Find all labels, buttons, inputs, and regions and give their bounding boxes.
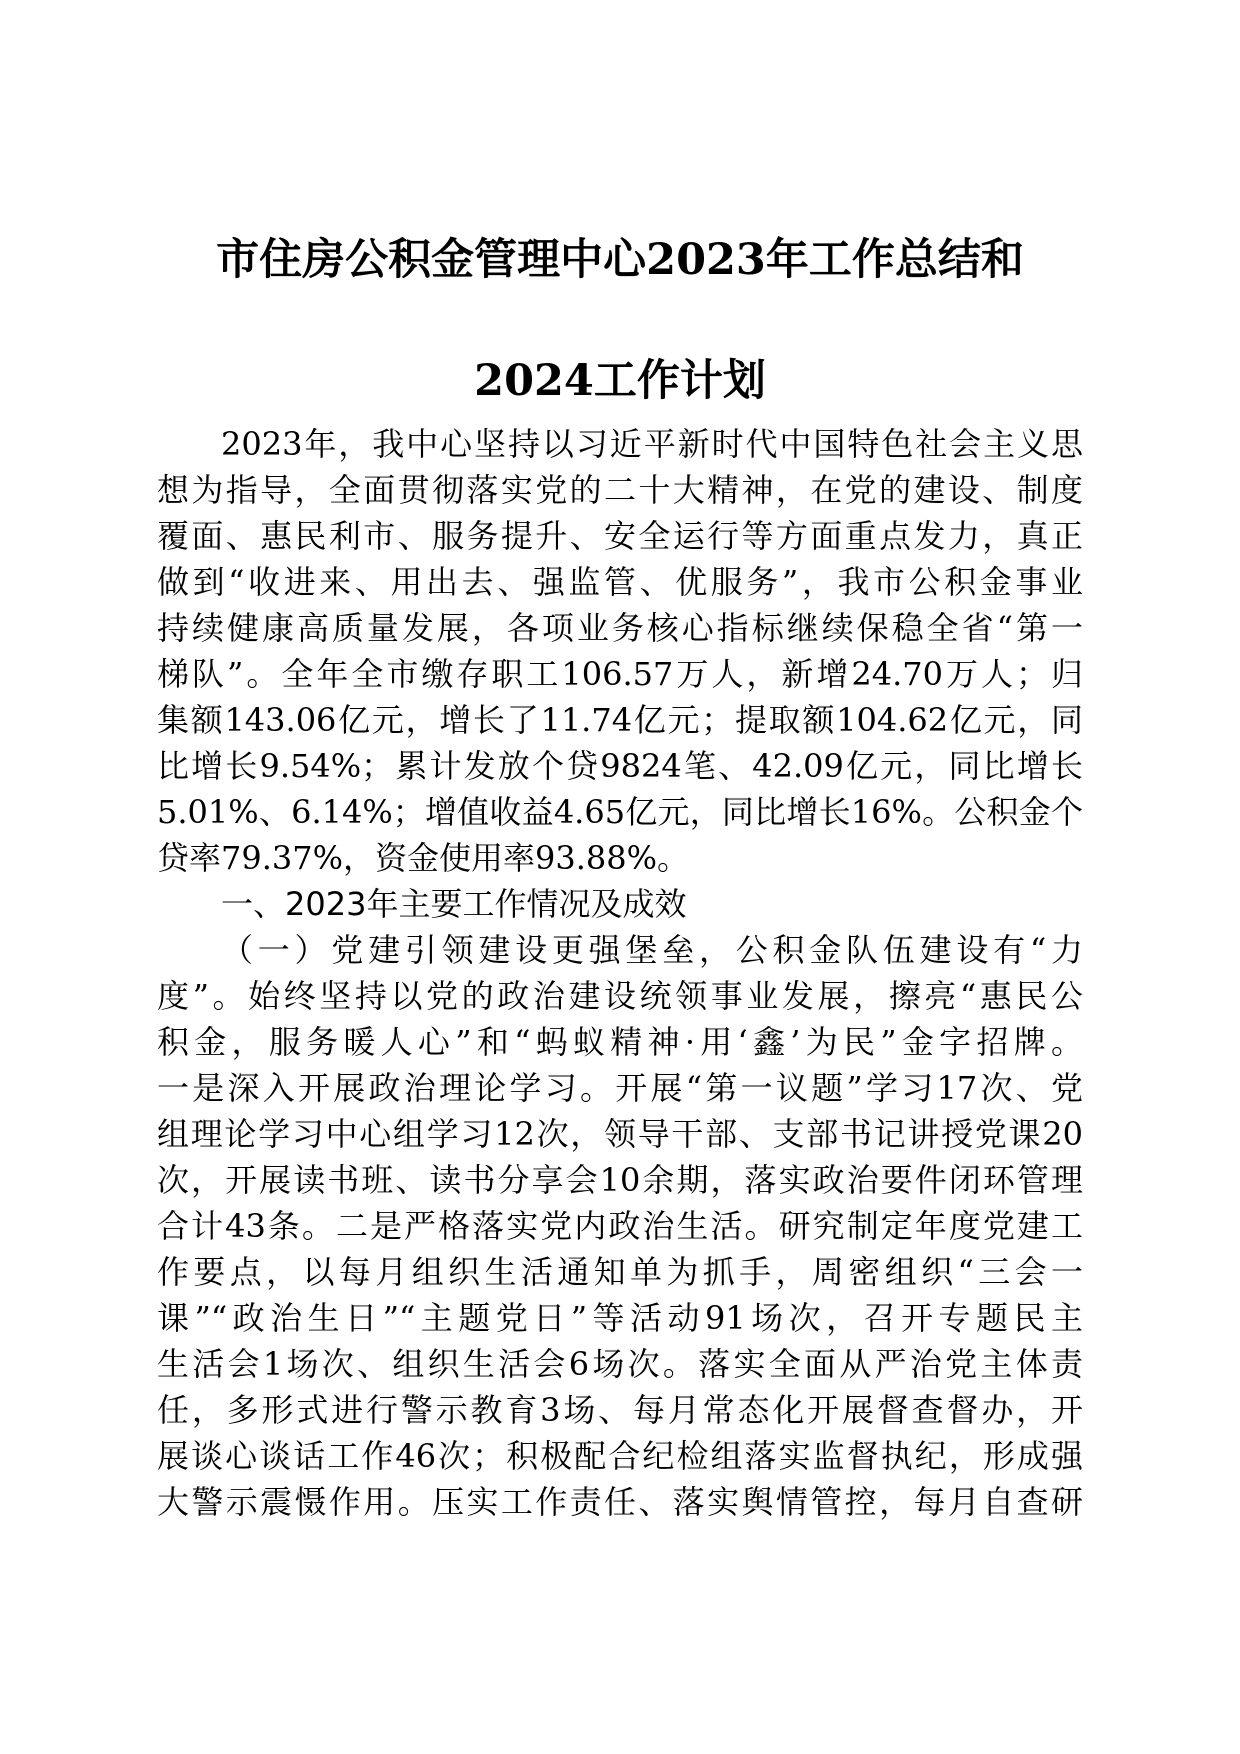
section-paragraph-line: 作要点，以每月组织生活通知单为抓手，周密组织“三会一 (157, 1253, 1083, 1291)
intro-paragraph-line: 覆面、惠民利市、服务提升、安全运行等方面重点发力，真正 (157, 517, 1083, 555)
section-paragraph-line: 度”。始终坚持以党的政治建设统领事业发展，擦亮“惠民公 (157, 977, 1083, 1015)
section-paragraph-line: 组理论学习中心组学习12次，领导干部、支部书记讲授党课20 (157, 1115, 1083, 1153)
section-paragraph-line: 大警示震慑作用。压实工作责任、落实舆情管控，每月自查研 (157, 1483, 1083, 1521)
section-paragraph-line: （一）党建引领建设更强堡垒，公积金队伍建设有“力 (221, 931, 1083, 969)
intro-paragraph-line: 做到“收进来、用出去、强监管、优服务”，我市公积金事业 (157, 563, 1083, 601)
intro-paragraph-line: 梯队”。全年全市缴存职工106.57万人，新增24.70万人；归 (157, 655, 1083, 693)
section-heading: 一、2023年主要工作情况及成效 (221, 885, 687, 923)
intro-paragraph-line: 持续健康高质量发展，各项业务核心指标继续保稳全省“第一 (157, 609, 1083, 647)
intro-paragraph-line: 5.01%、6.14%；增值收益4.65亿元，同比增长16%。公积金个 (157, 793, 1083, 831)
section-paragraph-line: 合计43条。二是严格落实党内政治生活。研究制定年度党建工 (157, 1207, 1083, 1245)
intro-paragraph-line: 贷率79.37%，资金使用率93.88%。 (157, 839, 690, 877)
intro-paragraph-line: 比增长9.54%；累计发放个贷9824笔、42.09亿元，同比增长 (157, 747, 1083, 785)
intro-paragraph-line: 2023年，我中心坚持以习近平新时代中国特色社会主义思 (221, 425, 1083, 463)
section-paragraph-line: 次，开展读书班、读书分享会10余期，落实政治要件闭环管理 (157, 1161, 1083, 1199)
section-paragraph-line: 展谈心谈话工作46次；积极配合纪检组落实监督执纪，形成强 (157, 1437, 1083, 1475)
document-title-line-2: 2024工作计划 (474, 356, 766, 406)
section-paragraph-line: 课”“政治生日”“主题党日”等活动91场次，召开专题民主 (157, 1299, 1083, 1337)
section-paragraph-line: 生活会1场次、组织生活会6场次。落实全面从严治党主体责 (157, 1345, 1083, 1383)
document-title-line-1: 市住房公积金管理中心2023年工作总结和 (216, 235, 1024, 285)
section-paragraph-line: 积金，服务暖人心”和“蚂蚁精神·用‘鑫’为民”金字招牌。 (157, 1023, 1083, 1061)
intro-paragraph-line: 集额143.06亿元，增长了11.74亿元；提取额104.62亿元，同 (157, 701, 1083, 739)
intro-paragraph-line: 想为指导，全面贯彻落实党的二十大精神，在党的建设、制度 (157, 471, 1083, 509)
section-paragraph-line: 一是深入开展政治理论学习。开展“第一议题”学习17次、党 (157, 1069, 1083, 1107)
section-paragraph-line: 任，多形式进行警示教育3场、每月常态化开展督查督办，开 (157, 1391, 1083, 1429)
